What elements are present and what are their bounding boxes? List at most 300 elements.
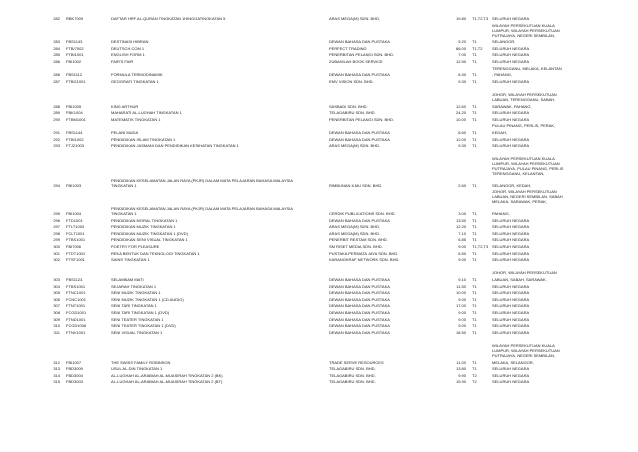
grade-level: T1 [472, 359, 477, 365]
price: 10.00 [455, 290, 466, 296]
coverage-area-line: SELURUH NEGARA [492, 296, 530, 302]
table-row [0, 59, 638, 66]
book-title: PENDIDIKAN KESELAMATAN JALAN RAYA (PKJR) DALAM MATA PELAJARAN BAHASA MALAYSIA TINGKATAN 1 [111, 206, 293, 217]
book-title: DEUTSCH.COM 1 [111, 45, 145, 51]
grade-level: T1,T2 [472, 45, 483, 51]
price: 7.00 [458, 52, 466, 58]
coverage-area-line: SELURUH NEGARA [492, 379, 530, 385]
grade-level: T1 [472, 250, 477, 256]
coverage-area-line: JOHOR, WILAYAH PERSEKUTUAN [492, 270, 557, 276]
coverage-area [492, 290, 590, 295]
book-title: PELANI MUDA [111, 129, 139, 135]
row-number: 306 [53, 296, 60, 302]
price: 10.00 [455, 116, 466, 122]
book-code: FTBS1001 [66, 237, 86, 243]
row-number: 283 [53, 39, 60, 45]
grade-level: T1 [472, 217, 477, 223]
coverage-area-line: SELURUH NEGARA [492, 230, 530, 236]
coverage-area-line: SELURUH NEGARA [492, 283, 530, 289]
row-number: 312 [53, 359, 60, 365]
book-code: FCGD1006 [66, 323, 87, 329]
table-row [0, 360, 638, 367]
publisher: ARAS MEGA(M) SDN. BHD. [329, 224, 381, 230]
book-title: SENI MUZIK TINGKATAN 1 (CD AUDIO) [111, 296, 184, 302]
coverage-area [492, 156, 590, 176]
coverage-area [492, 373, 590, 378]
book-code: FTNC1001 [66, 290, 86, 296]
publisher: DEWAN BAHASA DAN PUSTAKA [329, 290, 390, 296]
coverage-area-line: SARAWAK, PAHANG, [492, 103, 532, 109]
book-code: FTBI1001 [66, 52, 84, 58]
book-code: FBI1003 [66, 182, 82, 188]
book-title: MATEMATIK TINGKATAN 1 [111, 116, 161, 122]
grade-level: T1 [472, 116, 477, 122]
row-number: 293 [53, 143, 60, 149]
publisher: ZUBAHILAH BOOK SERVICE [329, 58, 383, 64]
price: 18.50 [455, 329, 466, 335]
coverage-area-line: SELURUH NEGARA [492, 45, 530, 51]
book-title: SELAMBAM MATI [111, 277, 144, 282]
row-number: 284 [53, 45, 60, 51]
coverage-area [492, 52, 590, 57]
publisher: DEWAN BAHASA DAN PUSTAKA [329, 217, 390, 223]
coverage-area-line: WILAYAH PERSEKUTUAN KUALA [492, 342, 555, 348]
price: 9.90 [458, 372, 466, 378]
coverage-area [492, 297, 590, 302]
row-number: 285 [53, 52, 60, 58]
row-number: 303 [53, 277, 60, 282]
grade-level: T2 [472, 372, 477, 378]
grade-level: T1 [472, 39, 477, 45]
row-number: 289 [53, 110, 60, 116]
grade-level: T1,T2,T3 [472, 244, 489, 250]
book-code: FTD1001 [66, 217, 83, 223]
coverage-area-line: SELURUH NEGARA [492, 110, 530, 116]
price: 15.90 [455, 379, 466, 385]
grade-level: T1 [472, 182, 477, 188]
book-title: SEJARAH TINGKATAN 1 [111, 283, 157, 289]
publisher: TELAGABIRU SDN. BHD. [329, 110, 376, 116]
grade-level: T2 [472, 379, 477, 385]
grade-level: T1 [472, 143, 477, 149]
coverage-area [492, 79, 590, 84]
publisher: ARAS MEGA(M) SDN. BHD. [329, 16, 381, 21]
coverage-area-line: SELURUH NEGARA [492, 237, 530, 243]
book-code: FTBS1001 [66, 283, 86, 289]
grade-level: T1 [472, 224, 477, 230]
grade-level: T1,T2,T3 [472, 16, 489, 21]
book-code: FTDT1001 [66, 250, 86, 256]
coverage-area [492, 277, 590, 282]
book-code: FTNV1001 [66, 329, 86, 335]
book-code: FCNC1001 [66, 296, 87, 302]
price: 9.30 [458, 143, 466, 149]
table-row [0, 284, 638, 291]
book-title: PENDIDIKAN KESELAMATAN JALAN RAYA (PKJR) DALAM MATA PELAJARAN BAHASA MALAYSIA TINGKATAN 1 [111, 177, 293, 188]
grade-level: T1 [472, 290, 477, 296]
book-title: SENI TEATER TINGKATAN 1 [111, 316, 164, 322]
coverage-area-line: SELURUH NEGARA [492, 58, 530, 64]
table-row [0, 46, 638, 53]
table-row [0, 317, 638, 324]
coverage-area-line: LUMPUR, WILAYAH PERSEKUTUAN [492, 347, 560, 353]
table-row [0, 366, 638, 373]
table-row [0, 79, 638, 86]
publisher: KARANGKRAF NETWORK SDN. BHD. [329, 257, 400, 263]
coverage-area [492, 137, 590, 142]
publisher: EMV VISION SDN. BHD. [329, 78, 374, 84]
table-row [0, 270, 638, 277]
grade-level: T1 [472, 316, 477, 322]
coverage-area [492, 211, 590, 216]
book-code: FBD3009 [66, 366, 83, 372]
table-row [0, 143, 638, 150]
grade-level: T1 [472, 230, 477, 236]
grade-level: T1 [472, 257, 477, 263]
publisher: DEWAN BAHASA DAN PUSTAKA [329, 296, 390, 302]
book-title: SENI TEATER TINGKATAN 1 (DVD) [111, 323, 176, 329]
table-row [0, 52, 638, 59]
book-title: SENI MUZIK TINGKATAN 1 [111, 290, 161, 296]
coverage-area-line: PUTRAJAYA, NEGERI SEMBILAN, [492, 32, 555, 38]
price: 66.00 [455, 45, 466, 51]
book-code: FCGD1001 [66, 309, 87, 315]
table-row [0, 23, 638, 40]
book-title: PENDIDIKAN JASMANI DAN PENDIDIKAN KESIHATAN TINGKATAN 1 [111, 143, 239, 149]
grade-level: T1 [472, 277, 477, 282]
price: 9.00 [458, 316, 466, 322]
row-number: 292 [53, 136, 60, 142]
table-row [0, 123, 638, 130]
row-number: 287 [53, 78, 60, 84]
book-title: FAIR'S FAIR [111, 58, 134, 64]
publisher: SM RISET MEDIA SDN. BHD. [329, 244, 383, 250]
publisher: DEWAN BAHASA DAN PUSTAKA [329, 136, 390, 142]
book-code: FTBM1001 [66, 116, 86, 122]
book-code: FCLT1001 [66, 230, 85, 236]
coverage-area-line: PUTRAJAYA, PULAU PINANG, PERLIS [492, 166, 564, 172]
price: 9.00 [458, 296, 466, 302]
coverage-area-line: SELURUH NEGARA [492, 78, 530, 84]
book-title: MAHARATI AL-LUGHAH TINGKATAN 1 [111, 110, 182, 116]
grade-level: T1 [472, 78, 477, 84]
book-title: SAINS TINGKATAN 1 [111, 257, 150, 263]
table-row [0, 323, 638, 330]
book-list-table [0, 16, 638, 386]
row-number: 313 [53, 366, 60, 372]
price: 7.10 [458, 230, 466, 236]
grade-level: T1 [472, 296, 477, 302]
book-title: AL-LUGHAH AL-ARABIAH AL-MUASIRAH TINGKATAN 2 (BK) [111, 372, 223, 378]
book-code: FBK1004 [66, 110, 83, 116]
book-title: PENDIDIKAN MUZIK TINGKATAN 1 (DVD) [111, 230, 188, 236]
price: 11.00 [456, 359, 466, 365]
coverage-area [492, 224, 590, 229]
row-number: 286 [53, 72, 60, 78]
price: 13.80 [455, 366, 466, 372]
price: 9.00 [458, 309, 466, 315]
coverage-area-line: WILAYAH PERSEKUTUAN KUALA [492, 22, 555, 28]
coverage-area [492, 379, 590, 384]
book-title: SENI TARI TINGKATAN 1 (DVD) [111, 309, 170, 315]
grade-level: T1 [472, 52, 477, 58]
publisher: TELAGABIRU SDN. BHD. [329, 366, 376, 372]
price: 12.20 [455, 224, 466, 230]
row-number: 304 [53, 283, 60, 289]
table-row [0, 343, 638, 360]
coverage-area [492, 16, 590, 21]
price: 12.00 [455, 136, 466, 142]
row-number: 299 [53, 237, 60, 243]
table-row [0, 310, 638, 317]
coverage-area [492, 59, 590, 64]
table-row [0, 379, 638, 386]
coverage-area [492, 117, 590, 122]
coverage-area-line: SELURUH NEGARA [492, 16, 530, 21]
coverage-area-line: TERENGGANU, MELAKA, KELANTAN [492, 65, 562, 71]
coverage-area [492, 310, 590, 315]
coverage-area [492, 317, 590, 322]
publisher: TELAGABIRU SDN. BHD. [329, 379, 376, 385]
publisher: PENERBITAN PELANGI SDN. BHD. [329, 116, 395, 122]
coverage-area [492, 110, 590, 115]
book-title: DESTINASI HIBRAN [111, 39, 149, 45]
book-title: PENDIDIKAN SENI VISUAL TINGKATAN 1 [111, 237, 188, 243]
book-title: ENGLISH FORM 1 [111, 52, 145, 58]
table-row [0, 110, 638, 117]
book-code: FTBI1002 [66, 136, 84, 142]
table-row [0, 16, 638, 23]
coverage-area-line: SELURUH NEGARA [492, 244, 530, 250]
row-number: 295 [53, 211, 60, 217]
publisher: ARAS MEGA(M) SDN. BHD. [329, 143, 381, 149]
row-number: 298 [53, 230, 60, 236]
coverage-area [492, 270, 590, 275]
coverage-area [492, 251, 590, 256]
table-row [0, 130, 638, 137]
row-number: 297 [53, 224, 60, 230]
coverage-area [492, 130, 590, 135]
table-row [0, 330, 638, 337]
coverage-area-line: LABUAN, TERENGGANU, SABAH, [492, 96, 556, 102]
publisher: DEWAN BAHASA DAN PUSTAKA [329, 39, 390, 45]
publisher: DEWAN BAHASA DAN PUSTAKA [329, 277, 390, 282]
coverage-area [492, 303, 590, 308]
grade-level: T1 [472, 366, 477, 372]
book-title: POETRY FOR PLEASURE [111, 244, 160, 250]
coverage-area [492, 66, 590, 71]
table-row [0, 264, 638, 271]
coverage-area-line: LABUAN, NEGERI SEMBILAN, SABAH [492, 194, 563, 200]
book-title: USUL AL-DIN TINGKATAN 1 [111, 366, 163, 372]
book-code: FBI1004 [66, 211, 82, 217]
coverage-area-line: SELURUH NEGARA [492, 52, 530, 58]
grade-level: T1 [472, 136, 477, 142]
publisher: CERDIK PUBLICATIONS SDN. BHD. [329, 211, 396, 217]
table-row [0, 156, 638, 178]
book-code: FBI1005 [66, 103, 82, 109]
table-row [0, 66, 638, 73]
table-row [0, 85, 638, 92]
book-code: FBS1143 [66, 39, 83, 45]
row-number: 290 [53, 116, 60, 122]
row-number: 314 [53, 372, 60, 378]
grade-level: T1 [472, 323, 477, 329]
publisher: TELAGABIRU SDN. BHD. [329, 372, 376, 378]
coverage-area [492, 143, 590, 148]
book-title: PENDIDIKAN MORAL TINGKATAN 1 [111, 217, 178, 223]
coverage-area-line: LABUAN, SABAH, SARAWAK, [492, 277, 547, 282]
price: 9.10 [458, 277, 466, 282]
table-row [0, 137, 638, 144]
price: 6.50 [458, 250, 466, 256]
table-row [0, 92, 638, 104]
book-code: FBD3004 [66, 372, 83, 378]
row-number: 310 [53, 323, 60, 329]
publisher: DEWAN BAHASA DAN PUSTAKA [329, 283, 390, 289]
price: 12.50 [455, 58, 466, 64]
coverage-area-line: LUMPUR, WILAYAH PERSEKUTUAN [492, 161, 560, 167]
price: 11.50 [456, 283, 466, 289]
coverage-area [492, 244, 590, 249]
row-number: 282 [53, 16, 60, 21]
publisher: DEWAN BAHASA DAN PUSTAKA [329, 323, 390, 329]
coverage-area-line: SELURUH NEGARA [492, 143, 530, 149]
row-number: 302 [53, 257, 60, 263]
publisher: TRADE SERVE RESOURCES [329, 359, 384, 365]
coverage-area-line: WILAYAH PERSEKUTUAN KUALA [492, 156, 555, 162]
row-number: 291 [53, 129, 60, 135]
coverage-area [492, 284, 590, 289]
publisher: DEWAN BAHASA DAN PUSTAKA [329, 72, 390, 78]
book-code: FTND1001 [66, 316, 86, 322]
coverage-area-line: MELAKA, SARAWAK, PERAK, [492, 199, 548, 205]
coverage-area-line: SELURUH NEGARA [492, 290, 530, 296]
book-code: FBI1002 [66, 58, 82, 64]
price: 12.60 [455, 103, 466, 109]
coverage-area-line: JOHOR, WILAYAH PERSEKUTUAN [492, 189, 557, 195]
grade-level: T1 [472, 329, 477, 335]
book-title: THE SWISS FAMILY ROBINSON [111, 359, 171, 365]
coverage-area-line: SELURUH NEGARA [492, 217, 530, 223]
coverage-area-line: , PAHANG, [492, 72, 512, 78]
table-row [0, 178, 638, 190]
table-row [0, 231, 638, 238]
table-row [0, 336, 638, 343]
price: 13.50 [455, 217, 466, 223]
table-row [0, 290, 638, 297]
coverage-area-line: MELAKA, SELANGOR, [492, 359, 534, 365]
grade-level: T1 [472, 129, 477, 135]
book-code: FTJ21003 [66, 143, 85, 149]
price: 9.00 [458, 244, 466, 250]
publisher: PENERBITAN PELANGI SDN. BHD. [329, 52, 395, 58]
grade-level: T1 [472, 283, 477, 289]
table-row [0, 206, 638, 218]
grade-level: T1 [472, 72, 477, 78]
table-row [0, 251, 638, 258]
publisher: DEWAN BAHASA DAN PUSTAKA [329, 129, 390, 135]
row-number: 309 [53, 316, 60, 322]
table-row [0, 72, 638, 79]
price: 6.85 [458, 237, 466, 243]
book-code: FBS1144 [66, 129, 83, 135]
coverage-area [492, 72, 590, 77]
coverage-area [492, 92, 590, 102]
coverage-area [492, 323, 590, 328]
table-row [0, 373, 638, 380]
coverage-area [492, 360, 590, 365]
row-number: 301 [53, 250, 60, 256]
coverage-area-line: SELURUH NEGARA [492, 366, 530, 372]
book-title: FORMULA TERMODINAMIK [111, 72, 163, 78]
coverage-area [492, 330, 590, 335]
book-code: FTBG1001 [66, 78, 86, 84]
publisher: PUSTAKA PERMATA JAYA SDN. BHD. [329, 250, 399, 256]
coverage-area-line: SELURUH NEGARA [492, 316, 530, 322]
book-title: SENI VISUAL TINGKATAN 1 [111, 329, 163, 335]
coverage-area-line: SELURUH NEGARA [492, 136, 530, 142]
book-code: FTNT1001 [66, 303, 86, 309]
book-code: FBI1007 [66, 359, 82, 365]
coverage-area [492, 343, 590, 358]
publisher: PERFECT TRADING [329, 45, 367, 51]
row-number: 311 [53, 329, 60, 335]
table-row [0, 297, 638, 304]
row-number: 288 [53, 103, 60, 109]
price: 9.00 [458, 323, 466, 329]
grade-level: T1 [472, 211, 477, 217]
coverage-area-line: SELURUH NEGARA [492, 323, 530, 329]
coverage-area-line: SELURUH NEGARA [492, 372, 530, 378]
coverage-area [492, 366, 590, 371]
book-code: FBS1123 [66, 277, 83, 282]
row-number: 286 [53, 58, 60, 64]
table-row [0, 244, 638, 251]
coverage-area-line: PULAU PINANG, PERLIS, PERAK, [492, 123, 556, 129]
coverage-area [492, 104, 590, 109]
book-title: GEOGRAFI TINGKATAN 1 [111, 78, 159, 84]
price: 2.60 [458, 182, 466, 188]
coverage-area-line: PUTRAJAYA, NEGERI SEMBILAN, [492, 352, 555, 358]
book-code: FTLT1003 [66, 224, 85, 230]
price: 6.60 [458, 129, 466, 135]
table-row [0, 237, 638, 244]
price: 5.20 [458, 39, 466, 45]
coverage-area-line: SELANGOR, [492, 39, 516, 45]
row-number: 296 [53, 217, 60, 223]
book-title: REKA BENTUK DAN TEKNOLOGI TINGKATAN 1 [111, 250, 200, 256]
coverage-area [492, 218, 590, 223]
price: 9.00 [458, 257, 466, 263]
grade-level: T1 [472, 237, 477, 243]
grade-level: T1 [472, 103, 477, 109]
table-row [0, 224, 638, 231]
book-code: FBI7006 [66, 244, 82, 250]
grade-level: T1 [472, 58, 477, 64]
publisher: DEWAN BAHASA DAN PUSTAKA [329, 316, 390, 322]
coverage-area [492, 46, 590, 51]
book-title: SENI TARI TINGKATAN 1 [111, 303, 157, 309]
table-row [0, 150, 638, 157]
coverage-area-line: PAHANG, [492, 211, 510, 217]
table-row [0, 277, 638, 284]
grade-level: T1 [472, 303, 477, 309]
book-title: KING ARTHUR [111, 103, 139, 109]
book-code: RBK7009 [66, 16, 84, 21]
row-number: 305 [53, 290, 60, 296]
coverage-area [492, 183, 590, 188]
